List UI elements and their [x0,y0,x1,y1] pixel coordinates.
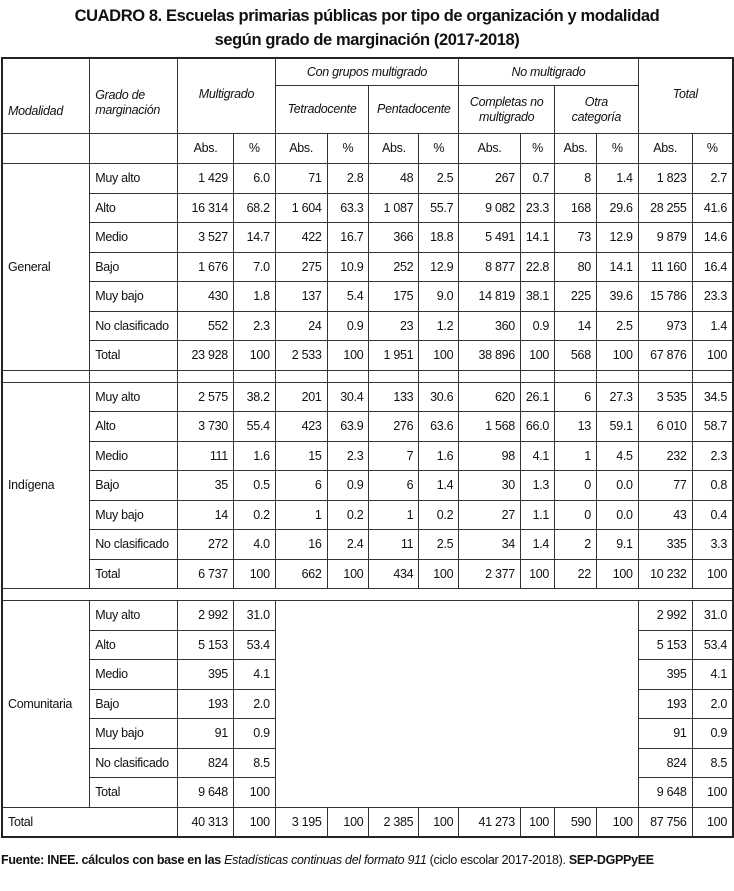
value-cell: 100 [596,341,638,371]
value-cell: 63.9 [327,412,369,442]
value-cell: 41.6 [692,193,733,223]
value-cell: 38.1 [520,282,554,312]
value-cell: 66.0 [520,412,554,442]
value-cell: 0.4 [692,500,733,530]
value-cell: 2.5 [419,530,459,560]
value-cell: 1 [369,500,419,530]
value-cell: 100 [692,341,733,371]
value-cell: 2 [555,530,597,560]
value-cell: 53.4 [692,630,733,660]
subheader-pct: % [419,134,459,164]
subheader-abs: Abs. [555,134,597,164]
grado-cell: Total [90,778,178,808]
value-cell: 2 992 [178,601,234,631]
value-cell: 430 [178,282,234,312]
title-line2: según grado de marginación (2017-2018) [214,31,520,49]
value-cell: 30.6 [419,382,459,412]
footnote [1,853,654,867]
separator-row [2,589,733,601]
value-cell: 434 [369,559,419,589]
value-cell: 24 [275,311,327,341]
value-cell: 0.2 [327,500,369,530]
value-cell: 0.9 [692,719,733,749]
value-cell: 14.1 [520,223,554,253]
value-cell: 14.7 [233,223,275,253]
value-cell: 43 [638,500,692,530]
table-row [2,530,733,560]
value-cell: 38 896 [459,341,521,371]
separator-cell [596,370,638,382]
value-cell: 10 232 [638,559,692,589]
subheader-pct: % [233,134,275,164]
value-cell: 2 377 [459,559,521,589]
value-cell: 2.0 [233,689,275,719]
value-cell: 14.6 [692,223,733,253]
table-row [2,252,733,282]
value-cell: 15 786 [638,282,692,312]
value-cell: 2 385 [369,807,419,837]
value-cell: 175 [369,282,419,312]
header-total: Total [638,58,733,134]
value-cell: 193 [178,689,234,719]
value-cell: 0.7 [520,164,554,194]
grado-cell: Bajo [90,471,178,501]
header-con-grupos: Con grupos multigrado [275,58,459,86]
separator-cell [638,370,692,382]
value-cell: 267 [459,164,521,194]
value-cell: 100 [327,807,369,837]
value-cell: 30 [459,471,521,501]
grado-cell: Total [90,341,178,371]
value-cell: 100 [596,559,638,589]
separator-cell [2,370,90,382]
value-cell: 360 [459,311,521,341]
grand-total-row [2,807,733,837]
value-cell: 0.2 [419,500,459,530]
value-cell: 35 [178,471,234,501]
value-cell: 91 [638,719,692,749]
value-cell: 193 [638,689,692,719]
title-label: CUADRO 8. [74,7,162,25]
grado-cell: Medio [90,660,178,690]
footnote-end: SEP-DGPPyEE [568,853,654,867]
value-cell: 11 160 [638,252,692,282]
value-cell: 7.0 [233,252,275,282]
value-cell: 133 [369,382,419,412]
value-cell: 39.6 [596,282,638,312]
value-cell: 5 153 [178,630,234,660]
value-cell: 12.9 [596,223,638,253]
value-cell: 16 314 [178,193,234,223]
value-cell: 2 575 [178,382,234,412]
subheader-abs: Abs. [178,134,234,164]
footnote-italic: Estadísticas continuas del formato 911 [224,853,427,867]
value-cell: 55.7 [419,193,459,223]
value-cell: 4.0 [233,530,275,560]
value-cell: 201 [275,382,327,412]
value-cell: 1.4 [419,471,459,501]
value-cell: 23.3 [520,193,554,223]
value-cell: 1.4 [596,164,638,194]
value-cell: 824 [638,748,692,778]
value-cell: 1.8 [233,282,275,312]
value-cell: 0.0 [596,471,638,501]
value-cell: 1.6 [419,441,459,471]
value-cell: 2.0 [692,689,733,719]
value-cell: 31.0 [692,601,733,631]
value-cell: 2.3 [327,441,369,471]
grado-cell: No clasificado [90,311,178,341]
grado-cell: Total [90,559,178,589]
value-cell: 34.5 [692,382,733,412]
value-cell: 7 [369,441,419,471]
separator-cell [178,370,234,382]
value-cell: 1 [275,500,327,530]
value-cell: 30.4 [327,382,369,412]
value-cell: 16.7 [327,223,369,253]
grado-cell: Medio [90,223,178,253]
value-cell: 1.4 [520,530,554,560]
value-cell: 590 [555,807,597,837]
value-cell: 80 [555,252,597,282]
grado-cell: Muy alto [90,601,178,631]
separator-cell [555,370,597,382]
value-cell: 12.9 [419,252,459,282]
value-cell: 0 [555,471,597,501]
value-cell: 0.2 [233,500,275,530]
subheader-abs: Abs. [275,134,327,164]
value-cell: 2.7 [692,164,733,194]
value-cell: 6 [555,382,597,412]
table-row [2,382,733,412]
value-cell: 14 [178,500,234,530]
value-cell: 22 [555,559,597,589]
value-cell: 1.6 [233,441,275,471]
value-cell: 3 730 [178,412,234,442]
value-cell: 1 604 [275,193,327,223]
value-cell: 423 [275,412,327,442]
value-cell: 23.3 [692,282,733,312]
value-cell: 4.1 [233,660,275,690]
value-cell: 8.5 [233,748,275,778]
value-cell: 8 877 [459,252,521,282]
value-cell: 16 [275,530,327,560]
value-cell: 4.1 [520,441,554,471]
header-no-multigrado: No multigrado [459,58,638,86]
value-cell: 14.1 [596,252,638,282]
value-cell: 6 737 [178,559,234,589]
separator-cell [459,370,521,382]
value-cell: 71 [275,164,327,194]
separator-cell [369,370,419,382]
value-cell: 100 [327,341,369,371]
table-row [2,341,733,371]
table-row [2,164,733,194]
value-cell: 0.0 [596,500,638,530]
value-cell: 2 992 [638,601,692,631]
value-cell: 2 533 [275,341,327,371]
value-cell: 67 876 [638,341,692,371]
value-cell: 14 [555,311,597,341]
value-cell: 38.2 [233,382,275,412]
separator-cell [2,589,733,601]
value-cell: 63.3 [327,193,369,223]
value-cell: 137 [275,282,327,312]
value-cell: 275 [275,252,327,282]
separator-cell [419,370,459,382]
value-cell: 252 [369,252,419,282]
value-cell: 2.3 [692,441,733,471]
value-cell: 100 [327,559,369,589]
value-cell: 59.1 [596,412,638,442]
value-cell: 98 [459,441,521,471]
value-cell: 9.0 [419,282,459,312]
value-cell: 100 [233,778,275,808]
value-cell: 1 951 [369,341,419,371]
value-cell: 168 [555,193,597,223]
value-cell: 1.4 [692,311,733,341]
value-cell: 5.4 [327,282,369,312]
value-cell: 335 [638,530,692,560]
table-row [2,441,733,471]
value-cell: 0.9 [327,311,369,341]
subheader-pct: % [520,134,554,164]
separator-row [2,370,733,382]
value-cell: 4.1 [692,660,733,690]
value-cell: 100 [692,778,733,808]
value-cell: 1.2 [419,311,459,341]
value-cell: 100 [419,341,459,371]
value-cell: 225 [555,282,597,312]
grado-cell: No clasificado [90,530,178,560]
value-cell: 28 255 [638,193,692,223]
value-cell: 100 [233,807,275,837]
value-cell: 9 879 [638,223,692,253]
modalidad-cell: Comunitaria [2,601,90,808]
value-cell: 48 [369,164,419,194]
grado-cell: Bajo [90,252,178,282]
header-pentadocente: Pentadocente [369,86,459,134]
table-row [2,412,733,442]
value-cell: 1.3 [520,471,554,501]
grado-cell: Alto [90,193,178,223]
value-cell: 100 [692,559,733,589]
value-cell: 552 [178,311,234,341]
value-cell: 1 823 [638,164,692,194]
value-cell: 91 [178,719,234,749]
value-cell: 100 [419,807,459,837]
value-cell: 0.5 [233,471,275,501]
table-row [2,559,733,589]
value-cell: 41 273 [459,807,521,837]
value-cell: 395 [178,660,234,690]
value-cell: 73 [555,223,597,253]
value-cell: 662 [275,559,327,589]
value-cell: 55.4 [233,412,275,442]
value-cell: 3.3 [692,530,733,560]
separator-cell [327,370,369,382]
value-cell: 100 [419,559,459,589]
value-cell: 272 [178,530,234,560]
modalidad-cell: Indígena [2,382,90,589]
value-cell: 16.4 [692,252,733,282]
value-cell: 366 [369,223,419,253]
value-cell: 34 [459,530,521,560]
value-cell: 0.9 [520,311,554,341]
value-cell: 8.5 [692,748,733,778]
separator-cell [692,370,733,382]
table-row [2,282,733,312]
value-cell: 6 010 [638,412,692,442]
value-cell: 68.2 [233,193,275,223]
value-cell: 3 527 [178,223,234,253]
value-cell: 8 [555,164,597,194]
value-cell: 29.6 [596,193,638,223]
value-cell: 1.1 [520,500,554,530]
value-cell: 620 [459,382,521,412]
grado-cell: Medio [90,441,178,471]
header-otra: Otra categoría [555,86,639,134]
separator-cell [520,370,554,382]
footnote-plain: (ciclo escolar 2017-2018). [426,853,569,867]
grado-cell: No clasificado [90,748,178,778]
value-cell: 100 [520,559,554,589]
value-cell: 100 [233,559,275,589]
value-cell: 1 [555,441,597,471]
header-tetradocente: Tetradocente [275,86,369,134]
value-cell: 87 756 [638,807,692,837]
value-cell: 9.1 [596,530,638,560]
value-cell: 22.8 [520,252,554,282]
value-cell: 1 676 [178,252,234,282]
table-row [2,223,733,253]
value-cell: 14 819 [459,282,521,312]
value-cell: 973 [638,311,692,341]
value-cell: 23 928 [178,341,234,371]
value-cell: 0.9 [327,471,369,501]
value-cell: 53.4 [233,630,275,660]
value-cell: 100 [596,807,638,837]
value-cell: 15 [275,441,327,471]
value-cell: 1 087 [369,193,419,223]
subheader-abs: Abs. [638,134,692,164]
value-cell: 63.6 [419,412,459,442]
value-cell: 27.3 [596,382,638,412]
value-cell: 0 [555,500,597,530]
grado-cell: Alto [90,630,178,660]
table-row [2,193,733,223]
value-cell: 276 [369,412,419,442]
value-cell: 40 313 [178,807,234,837]
value-cell: 3 535 [638,382,692,412]
value-cell: 9 648 [638,778,692,808]
value-cell: 2.5 [419,164,459,194]
grado-cell: Alto [90,412,178,442]
value-cell: 100 [520,341,554,371]
value-cell: 100 [692,807,733,837]
value-cell: 77 [638,471,692,501]
modalidad-cell: General [2,164,90,371]
value-cell: 100 [233,341,275,371]
value-cell: 9 082 [459,193,521,223]
table-row [2,500,733,530]
header-modalidad: Modalidad [2,58,90,134]
value-cell: 232 [638,441,692,471]
value-cell: 6 [275,471,327,501]
value-cell: 568 [555,341,597,371]
header-completas: Completas no multigrado [459,86,555,134]
table-row [2,311,733,341]
subheader-pct: % [692,134,733,164]
table-title [0,4,734,52]
value-cell: 26.1 [520,382,554,412]
value-cell: 27 [459,500,521,530]
value-cell: 111 [178,441,234,471]
separator-cell [233,370,275,382]
table-row [2,471,733,501]
separator-cell [90,370,178,382]
subheader-pct: % [327,134,369,164]
value-cell: 422 [275,223,327,253]
table-row [2,601,733,631]
grand-total-label: Total [2,807,178,837]
footnote-source: Fuente: INEE. cálculos con base en las [1,853,225,867]
value-cell: 395 [638,660,692,690]
grado-cell: Muy bajo [90,719,178,749]
data-table [1,57,734,838]
value-cell: 1 429 [178,164,234,194]
value-cell: 10.9 [327,252,369,282]
separator-cell [275,370,327,382]
subheader-abs: Abs. [459,134,521,164]
subheader-pct: % [596,134,638,164]
title-line1: Escuelas primarias públicas por tipo de organización y modalidad [161,7,660,25]
value-cell: 3 195 [275,807,327,837]
value-cell: 4.5 [596,441,638,471]
value-cell: 2.3 [233,311,275,341]
value-cell: 13 [555,412,597,442]
value-cell: 31.0 [233,601,275,631]
value-cell: 6 [369,471,419,501]
value-cell: 18.8 [419,223,459,253]
value-cell: 6.0 [233,164,275,194]
value-cell: 2.4 [327,530,369,560]
value-cell: 100 [520,807,554,837]
value-cell: 5 491 [459,223,521,253]
value-cell: 5 153 [638,630,692,660]
header-multigrado: Multigrado [178,58,276,134]
grado-cell: Bajo [90,689,178,719]
value-cell: 2.8 [327,164,369,194]
value-cell: 824 [178,748,234,778]
grado-cell: Muy alto [90,164,178,194]
value-cell: 58.7 [692,412,733,442]
value-cell: 11 [369,530,419,560]
header-grado: Grado de marginación [90,58,178,134]
grado-cell: Muy bajo [90,500,178,530]
empty-block [275,601,638,808]
value-cell: 23 [369,311,419,341]
value-cell: 2.5 [596,311,638,341]
value-cell: 1 568 [459,412,521,442]
value-cell: 0.8 [692,471,733,501]
subheader-abs: Abs. [369,134,419,164]
grado-cell: Muy alto [90,382,178,412]
value-cell: 9 648 [178,778,234,808]
grado-cell: Muy bajo [90,282,178,312]
value-cell: 0.9 [233,719,275,749]
